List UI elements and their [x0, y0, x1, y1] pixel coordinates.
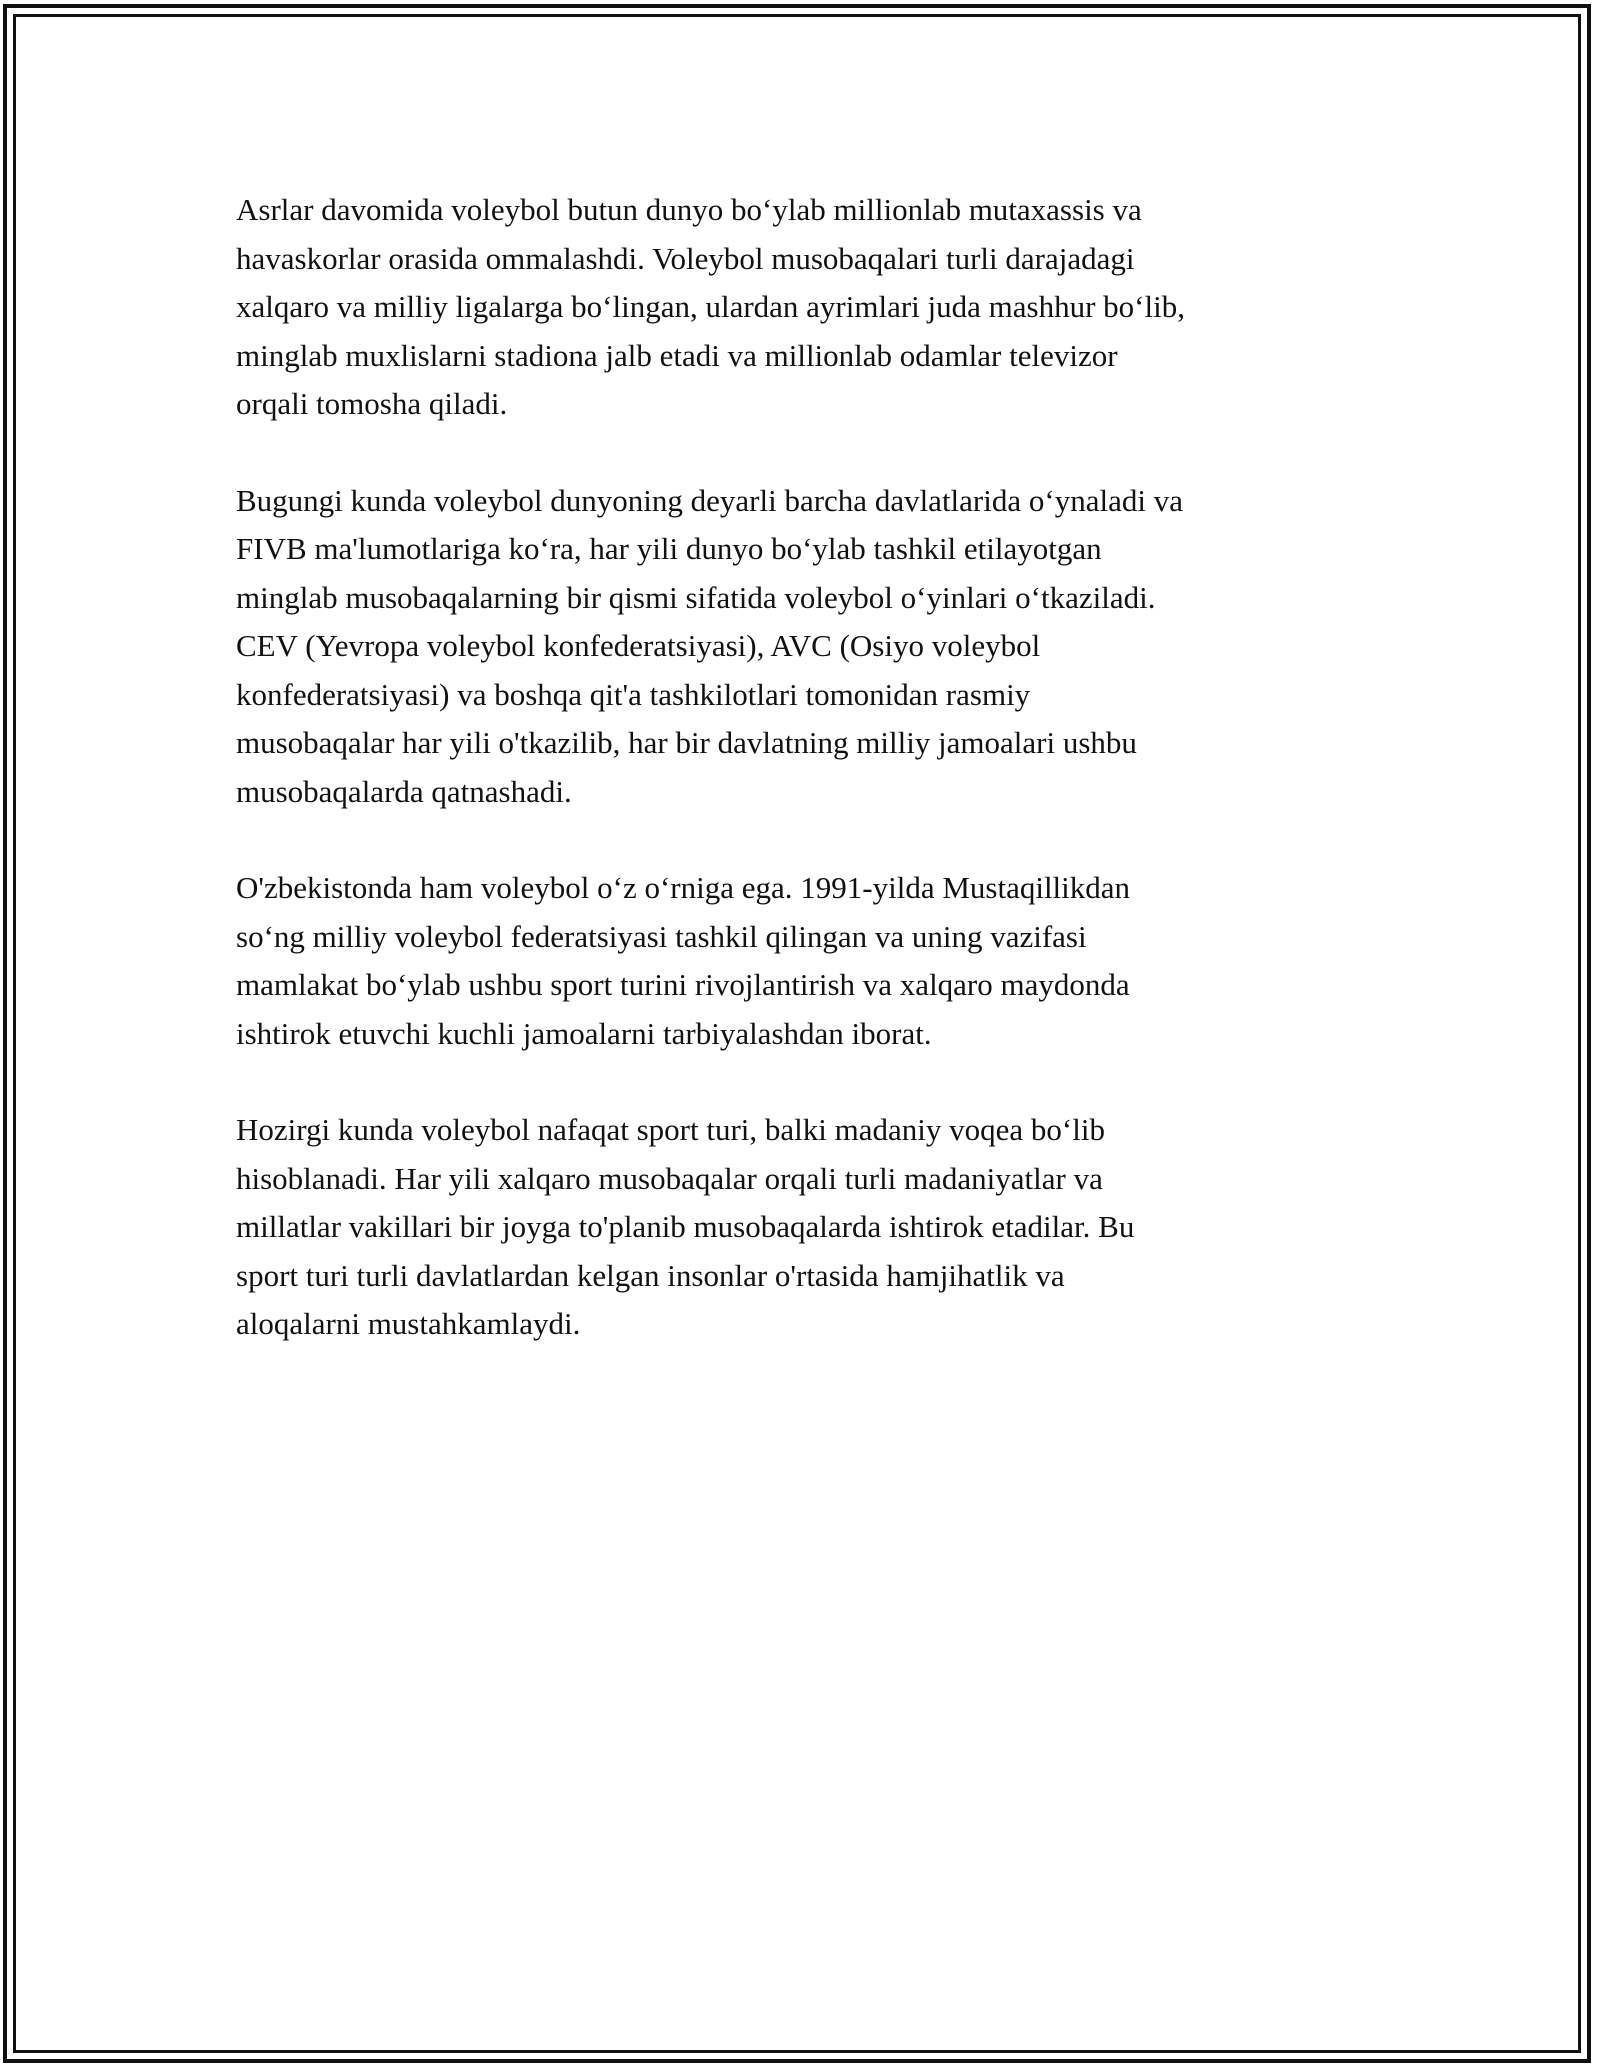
document-body	[236, 186, 1366, 1397]
paragraph-line: Asrlar davomida voleybol butun dunyo bo‘ylab millionlab mutaxassis va	[236, 192, 1142, 227]
paragraph-line: CEV (Yevropa voleybol konfederatsiyasi), AVC (Osiyo voleybol	[236, 628, 1041, 663]
paragraph-line: musobaqalar har yili o'tkazilib, har bir davlatning milliy jamoalari ushbu	[236, 725, 1137, 760]
paragraph-line: so‘ng milliy voleybol federatsiyasi tashkil qilingan va uning vazifasi	[236, 918, 1087, 954]
paragraph-line: millatlar vakillari bir joyga to'planib musobaqalarda ishtirok etadilar. Bu	[236, 1209, 1135, 1244]
paragraph-line: FIVB ma'lumotlariga ko‘ra, har yili dunyo bo‘ylab tashkil etilayotgan	[236, 531, 1102, 566]
paragraph-line: Hozirgi kunda voleybol nafaqat sport turi, balki madaniy voqea bo‘lib	[236, 1112, 1105, 1147]
paragraph-line: mamlakat bo‘ylab ushbu sport turini rivojlantirish va xalqaro maydonda	[236, 967, 1130, 1002]
paragraph-line: sport turi turli davlatlardan kelgan insonlar o'rtasida hamjihatlik va	[236, 1257, 1065, 1293]
paragraph-line: aloqalarni mustahkamlaydi.	[236, 1306, 581, 1341]
paragraph-line: havaskorlar orasida ommalashdi. Voleybol musobaqalari turli darajadagi	[236, 240, 1135, 276]
paragraph-2	[236, 477, 1366, 817]
paragraph-1	[236, 186, 1366, 429]
paragraph-line: ishtirok etuvchi kuchli jamoalarni tarbiyalashdan iborat.	[236, 1015, 932, 1051]
paragraph-line: xalqaro va milliy ligalarga bo‘lingan, ulardan ayrimlari juda mashhur bo‘lib,	[236, 289, 1185, 324]
paragraph-line: musobaqalarda qatnashadi.	[236, 773, 572, 809]
paragraph-line: minglab muxlislarni stadiona jalb etadi va millionlab odamlar televizor	[236, 337, 1118, 373]
paragraph-line: hisoblanadi. Har yili xalqaro musobaqalar orqali turli madaniyatlar va	[236, 1160, 1103, 1196]
paragraph-4	[236, 1106, 1366, 1349]
paragraph-line: minglab musobaqalarning bir qismi sifatida voleybol o‘yinlari o‘tkaziladi.	[236, 579, 1156, 615]
paragraph-line: orqali tomosha qiladi.	[236, 386, 508, 421]
paragraph-3	[236, 864, 1366, 1058]
paragraph-line: O'zbekistonda ham voleybol o‘z o‘rniga ega. 1991-yilda Mustaqillikdan	[236, 870, 1131, 905]
paragraph-line: Bugungi kunda voleybol dunyoning deyarli barcha davlatlarida o‘ynaladi va	[236, 482, 1183, 518]
paragraph-line: konfederatsiyasi) va boshqa qit'a tashkilotlari tomonidan rasmiy	[236, 676, 1031, 712]
